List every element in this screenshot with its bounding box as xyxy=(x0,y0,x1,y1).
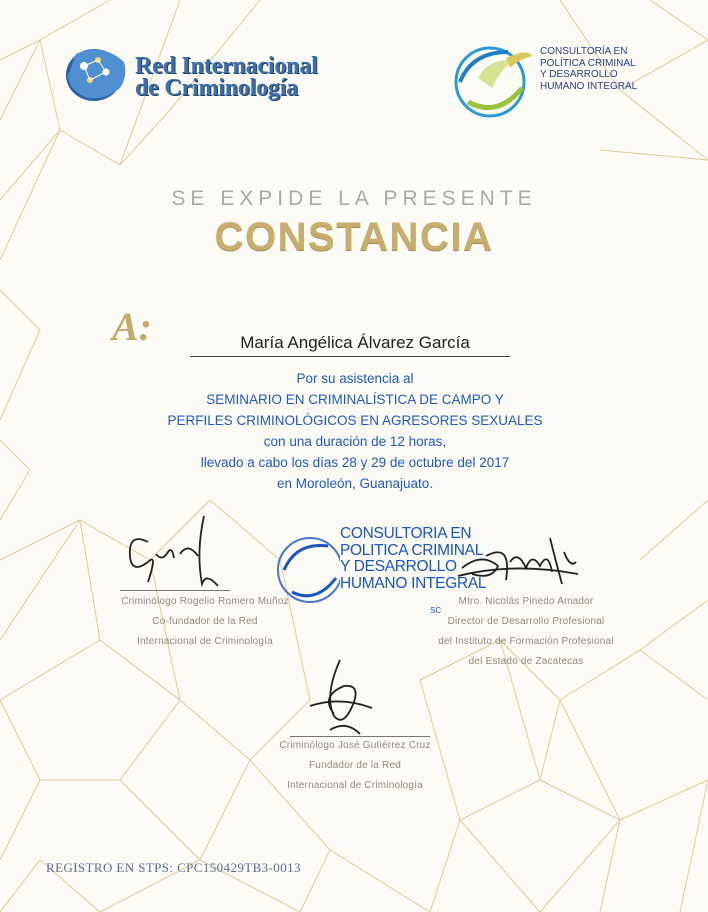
red-criminologia-logo xyxy=(62,42,136,104)
consultoria-logo xyxy=(448,38,536,124)
body-line-1: Por su asistencia al xyxy=(296,371,414,386)
consultoria-logo-text xyxy=(540,46,637,92)
signer-role-right-1: Director de Desarrollo Profesional xyxy=(447,616,605,627)
cp-line-4: HUMANO INTEGRAL xyxy=(540,80,638,92)
signature-block-right xyxy=(386,592,666,672)
signer-name-left: Criminólogo Rogelio Romero Muñoz xyxy=(121,596,289,607)
body-line-3: PERFILES CRIMINOLÓGICOS EN AGRESORES SEXUALES xyxy=(167,413,543,428)
stps-registration: REGISTRO EN STPS: CPC150429TB3-0013 xyxy=(46,860,301,875)
signer-role-left-1: Co-fundador de la Red xyxy=(152,616,258,627)
stamp-line-2: POLITICA CRIMINAL xyxy=(340,541,484,559)
expide-heading: SE EXPIDE LA PRESENTE xyxy=(171,187,537,210)
stamp-line-4: HUMANO INTEGRAL xyxy=(340,574,487,592)
body-line-4: con una duración de 12 horas, xyxy=(263,434,447,449)
bottom-signature xyxy=(300,656,380,740)
signer-role-right-2: del Instituto de Formación Profesional xyxy=(438,636,614,647)
signature-block-left xyxy=(60,592,350,652)
signer-name-right: Mtro. Nicolás Pinedo Amador xyxy=(458,596,594,607)
signer-role-bottom-1: Fundador de la Red xyxy=(309,760,401,771)
left-signature xyxy=(118,512,228,592)
recipient-prefix: A: xyxy=(112,304,152,349)
stamp-line-1: CONSULTORIA EN xyxy=(340,525,472,542)
signer-role-left-2: Internacional de Criminología xyxy=(137,636,273,647)
left-signature-line xyxy=(120,590,230,591)
constancia-title: CONSTANCIA xyxy=(214,215,494,259)
stamp-line-3: Y DESARROLLO xyxy=(340,558,457,575)
red-criminologia-logo-text xyxy=(135,55,318,99)
logo-line-1: Red Internacional xyxy=(135,53,318,79)
cp-line-2: POLÍTICA CRIMINAL xyxy=(540,57,636,69)
body-line-5: llevado a cabo los días 28 y 29 de octubre del 2017 xyxy=(200,455,510,470)
certificate-body xyxy=(100,368,610,494)
signer-role-bottom-2: Internacional de Criminología xyxy=(287,780,423,791)
recipient-name: María Angélica Álvarez García xyxy=(240,333,470,352)
recipient-underline xyxy=(190,356,510,357)
body-line-6: en Moroleón, Guanajuato. xyxy=(276,476,434,491)
signer-name-bottom: Criminólogo José Gutiérrez Cruz xyxy=(279,740,431,751)
signature-block-bottom xyxy=(215,736,495,796)
cp-line-3: Y DESARROLLO xyxy=(540,69,618,80)
body-line-2: SEMINARIO EN CRIMINALÍSTICA DE CAMPO Y xyxy=(206,392,504,407)
cp-line-1: CONSULTORÍA EN xyxy=(540,46,628,57)
stamp-suffix: SC xyxy=(430,606,442,615)
signer-role-right-3: del Estado de Zacatecas xyxy=(468,656,584,667)
logo-line-2: de Criminología xyxy=(135,75,298,101)
consultoria-stamp xyxy=(340,526,486,592)
